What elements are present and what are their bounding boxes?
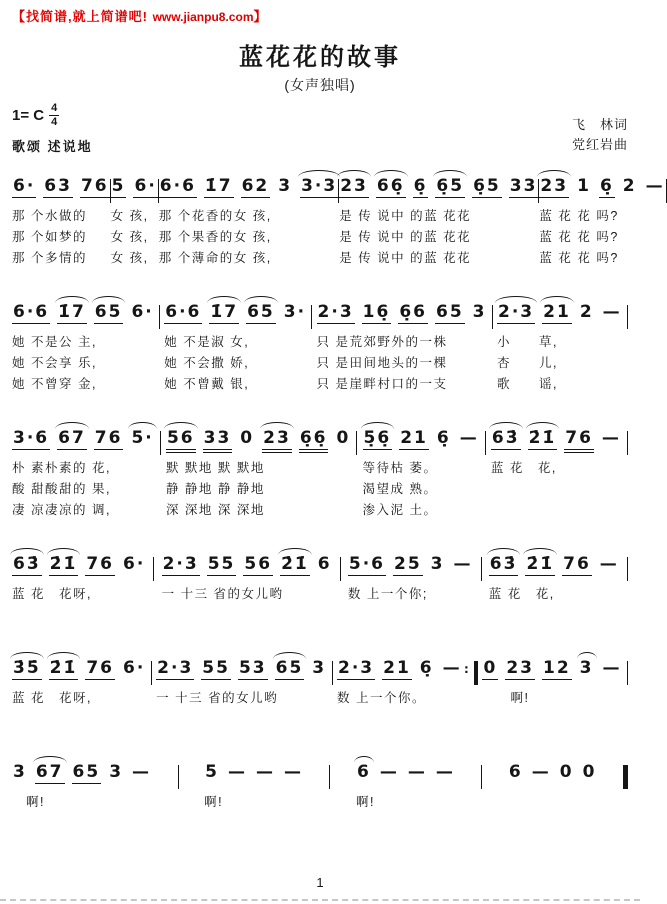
lyric-row: 女 孩,: [110, 230, 149, 244]
measure: [348, 547, 474, 603]
note-token: 1: [577, 176, 591, 196]
song-subtitle: (女声独唱): [284, 77, 356, 93]
note-token: 76: [563, 554, 591, 574]
note-token: 6·6: [165, 302, 202, 322]
barline: [159, 305, 160, 329]
lyric-row: 小 草,: [497, 335, 558, 349]
note-token: 21: [400, 428, 428, 448]
note-token: 56: [166, 430, 196, 453]
note-token: 62: [241, 176, 270, 196]
lyric-row: 杏 儿,: [497, 356, 558, 370]
note-token: 2: [622, 176, 637, 196]
key-and-tempo: [12, 103, 93, 155]
note-token: 5·6: [348, 554, 385, 574]
note-token: 2̇1̇: [526, 554, 555, 574]
barline: [492, 305, 493, 329]
measure: [164, 295, 307, 393]
note-token: 65: [436, 302, 464, 322]
note-token: 67: [35, 762, 64, 782]
note-token: —: [599, 554, 619, 574]
measure: [339, 169, 538, 267]
lyric-row: 默 默地 默 默地: [165, 461, 265, 475]
note-token: —: [255, 762, 275, 782]
note-token: —: [379, 762, 399, 782]
note-token: 5·: [131, 428, 154, 448]
note-token: 63̇: [13, 554, 41, 574]
measure: [111, 169, 158, 267]
note-token: 1̇7: [204, 176, 233, 196]
measure: [162, 547, 333, 603]
note-token: 3̇5̇: [13, 658, 41, 678]
note-token: 2̇1̇: [49, 658, 78, 678]
barline: [340, 557, 341, 581]
note-token: 6·: [131, 302, 154, 322]
lyric-row: 等待枯 萎。: [362, 461, 438, 475]
note-token: —: [132, 762, 152, 782]
barline: [332, 661, 333, 685]
music-line-1: [12, 169, 665, 267]
barline: [160, 431, 161, 455]
barline: [311, 305, 312, 329]
lyric-row: 朴 素朴素的 花,: [12, 461, 111, 475]
note-token: 3: [430, 554, 445, 574]
lyric-row: 数 上一个你。: [336, 691, 426, 705]
notes-row: [162, 547, 333, 582]
barline: [153, 557, 154, 581]
lyric-row: 凄 凉凄凉的 调,: [12, 503, 111, 517]
lyric-row: 那 个多情的: [12, 251, 87, 265]
note-token: 33: [509, 176, 538, 196]
page-number: 1: [316, 875, 324, 890]
lyricist-credit: 飞 林词: [571, 116, 628, 132]
lyric-row: 深 深地 深 深地: [165, 503, 265, 517]
score-sheet: [12, 169, 665, 811]
note-token: 0: [240, 428, 255, 448]
tempo-marking: 歌颂 述说地: [12, 139, 93, 154]
note-token: 0: [582, 762, 597, 782]
notes-row: [539, 169, 665, 204]
notes-row: [508, 755, 598, 790]
note-token: 2·3: [337, 658, 375, 678]
note-token: 6·6: [159, 176, 196, 196]
lyric-row: 是 传 说中 的蓝 花花: [339, 230, 472, 244]
note-token: —: [435, 762, 455, 782]
note-token: —: [645, 176, 665, 196]
lyric-row: 女 孩,: [110, 209, 149, 223]
note-token: 76: [94, 428, 123, 448]
lyric-row: 是 传 说中 的蓝 花花: [339, 251, 472, 265]
note-token: 16̣: [362, 302, 391, 322]
notes-row: [204, 755, 304, 790]
note-token: —: [531, 762, 551, 782]
note-token: 63̇: [489, 554, 518, 574]
lyric-row: 渗入泥 土。: [362, 503, 438, 517]
note-token: 3: [278, 176, 293, 196]
measure: [159, 169, 338, 267]
notes-row: [12, 421, 155, 456]
note-token: 2̇1̇: [49, 554, 78, 574]
banner-suffix: 】: [253, 9, 268, 24]
note-token: 3: [109, 762, 124, 782]
lyric-row: 只 是崖畔村口的一支: [316, 377, 448, 391]
lyric-row: 那 个如梦的: [12, 230, 87, 244]
bottom-dashed-rule: [0, 899, 640, 901]
lyric-row: 她 不是公 主,: [12, 335, 97, 349]
barline: [485, 431, 486, 455]
note-token: 6̣: [419, 658, 434, 678]
music-line-3: [12, 421, 628, 519]
note-token: 53: [238, 658, 267, 678]
lyric-row: 渴望成 熟。: [362, 482, 438, 496]
notes-row: [482, 651, 622, 686]
barline: [481, 557, 482, 581]
lyric-row: 蓝 花 花呀,: [12, 691, 92, 705]
note-token: 2̇1̇: [281, 554, 309, 574]
barline: [481, 765, 482, 789]
lyric-row: 那 个水做的: [12, 209, 87, 223]
note-token: 66̣: [376, 176, 405, 196]
note-token: 23: [540, 176, 569, 196]
lyric-row: 是 传 说中 的蓝 花花: [339, 209, 472, 223]
note-token: 2·3: [317, 302, 354, 322]
note-token: 65: [275, 658, 304, 678]
barline: [666, 179, 667, 203]
notes-row: [356, 755, 456, 790]
song-title: 蓝花花的故事: [239, 44, 401, 71]
note-token: 23: [506, 658, 534, 678]
note-token: —: [601, 428, 621, 448]
note-token: 0: [559, 762, 574, 782]
note-token: 2: [579, 302, 594, 322]
note-token: 3: [579, 658, 594, 678]
note-token: 1̇7: [210, 302, 239, 322]
lyric-row: 啊!: [356, 795, 375, 809]
music-line-2: [12, 295, 628, 393]
note-token: 6̣6: [399, 302, 427, 322]
lyric-row: 啊!: [482, 691, 530, 705]
notes-row: [12, 547, 146, 582]
note-token: 56: [244, 554, 273, 574]
measure: [12, 169, 110, 267]
note-token: —: [459, 428, 479, 448]
notes-row: [12, 755, 152, 790]
note-token: 5: [205, 762, 219, 782]
measure: [491, 421, 622, 485]
note-token: —: [602, 302, 622, 322]
measure: [166, 421, 351, 519]
lyric-row: 数 上一个你;: [347, 587, 428, 601]
notes-row: [363, 421, 480, 456]
measure: [489, 547, 620, 603]
note-token: 6·: [134, 176, 157, 196]
measure: [12, 755, 152, 811]
measure: [12, 651, 146, 707]
note-token: 23: [262, 430, 292, 453]
notes-row: [159, 169, 338, 204]
composer-credit: 党红岩曲: [571, 136, 628, 152]
note-token: 21: [543, 302, 571, 322]
notes-row: [339, 169, 538, 204]
lyric-row: 蓝 花 花呀,: [12, 587, 92, 601]
note-token: 6: [317, 554, 332, 574]
note-token: 6·: [13, 176, 36, 196]
note-token: 6̣6̣: [299, 430, 329, 453]
notes-row: [12, 651, 146, 686]
measure: [508, 755, 598, 794]
barline: [356, 431, 357, 455]
lyric-row: 只 是田间地头的一棵: [316, 356, 448, 370]
note-token: 3·3: [301, 176, 338, 196]
note-token: 65: [72, 762, 101, 782]
notes-row: [156, 651, 327, 686]
lyric-row: 歌 谣,: [497, 377, 558, 391]
barline: [151, 661, 152, 685]
lyric-row: 女 孩,: [110, 251, 149, 265]
lyric-row: 蓝 花 花 吗?: [539, 230, 619, 244]
lyric-row: 她 不是淑 女,: [164, 335, 250, 349]
notes-row: [12, 169, 110, 204]
note-token: —: [227, 762, 247, 782]
note-token: 3: [312, 658, 327, 678]
note-token: 63: [44, 176, 72, 196]
lyric-row: 她 不曾戴 银,: [164, 377, 250, 391]
note-token: 65: [94, 302, 123, 322]
note-token: —: [453, 554, 473, 574]
note-token: 2̇1̇: [528, 428, 557, 448]
note-token: —: [602, 658, 622, 678]
note-token: 12: [542, 658, 571, 678]
measure: [482, 651, 622, 707]
measure: [539, 169, 665, 267]
note-token: 5: [111, 176, 126, 196]
lyric-row: 蓝 花 花,: [490, 461, 557, 475]
note-token: 23: [340, 176, 368, 196]
lyric-row: 啊!: [204, 795, 224, 809]
lyric-row: 一 十三 省的女儿哟: [156, 691, 279, 705]
measure: [12, 421, 155, 519]
lyric-row: 酸 甜酸甜的 果,: [12, 482, 111, 496]
note-token: 6·: [123, 554, 146, 574]
notes-row: [111, 169, 158, 204]
note-token: 33: [203, 430, 233, 453]
notes-row: [348, 547, 474, 582]
note-token: 0: [483, 658, 498, 678]
measure: [497, 295, 623, 393]
note-token: 6̣: [436, 428, 451, 448]
banner-text: 【找简谱,就上简谱吧!: [12, 9, 148, 24]
notes-row: [166, 421, 351, 456]
note-token: 76: [86, 554, 115, 574]
measure: [363, 421, 480, 519]
music-line-4: [12, 547, 628, 603]
notes-row: [12, 295, 155, 330]
notes-row: [164, 295, 307, 330]
lyric-row: 她 不曾穿 金,: [12, 377, 97, 391]
music-line-6: [12, 755, 628, 811]
note-token: 5̣6̣: [363, 428, 392, 448]
key-signature: 1= C $\frac{4}{4}$: [12, 102, 58, 128]
barline: [627, 557, 628, 581]
barline: [627, 305, 628, 329]
measure: [337, 651, 463, 707]
note-token: 65: [247, 302, 275, 322]
measure: [12, 295, 155, 393]
note-token: 21: [383, 658, 411, 678]
note-token: 6̣: [599, 176, 614, 196]
lyric-row: 只 是荒郊野外的一株: [316, 335, 448, 349]
note-token: 6·: [123, 658, 146, 678]
score-meta: [12, 103, 628, 155]
lyric-row: 蓝 花 花 吗?: [539, 209, 619, 223]
lyric-row: 一 十三 省的女儿哟: [161, 587, 284, 601]
note-token: 2·3: [498, 302, 535, 322]
barline: [627, 661, 628, 685]
barline: [623, 765, 628, 789]
music-line-5: [12, 651, 628, 707]
banner-site-link[interactable]: www.jianpu8.com: [152, 10, 254, 24]
note-token: 6: [508, 762, 523, 782]
barline: [627, 431, 628, 455]
barline: [178, 765, 179, 789]
notes-row: [489, 547, 620, 582]
note-token: 63̇: [491, 428, 520, 448]
note-token: 0: [336, 428, 351, 448]
note-token: 55: [202, 658, 230, 678]
lyric-row: 静 静地 静 静地: [165, 482, 265, 496]
lyric-row: 那 个花香的女 孩,: [158, 209, 272, 223]
barline: [467, 661, 478, 685]
note-token: 55: [207, 554, 236, 574]
measure: [317, 295, 488, 393]
note-token: 25: [393, 554, 422, 574]
lyric-row: 那 个薄命的女 孩,: [158, 251, 272, 265]
note-token: 1̇7: [58, 302, 86, 322]
note-token: 76: [80, 176, 109, 196]
note-token: 6·6: [13, 302, 50, 322]
note-token: 6̣5: [436, 176, 465, 196]
note-token: 2·3: [162, 554, 199, 574]
lyric-row: 她 不会享 乐,: [12, 356, 97, 370]
note-token: 6: [357, 762, 371, 782]
note-token: 3·6: [13, 428, 50, 448]
measure: [156, 651, 327, 707]
barline: [329, 765, 330, 789]
notes-row: [337, 651, 463, 686]
lyric-row: 她 不会撒 娇,: [164, 356, 250, 370]
note-token: 3·: [283, 302, 307, 322]
lyric-row: 蓝 花 花 吗?: [539, 251, 619, 265]
measure: [356, 755, 456, 811]
lyric-row: 蓝 花 花,: [488, 587, 555, 601]
notes-row: [317, 295, 488, 330]
lyric-row: 啊!: [12, 795, 45, 809]
measure: [12, 547, 146, 603]
measure: [204, 755, 304, 811]
note-token: —: [283, 762, 303, 782]
notes-row: [497, 295, 623, 330]
note-token: 76: [86, 658, 115, 678]
note-token: 2·3: [157, 658, 194, 678]
note-token: 3: [13, 762, 27, 782]
lyric-row: 那 个果香的女 孩,: [158, 230, 272, 244]
note-token: —: [407, 762, 427, 782]
note-token: 67: [58, 428, 86, 448]
note-token: 6̣5: [473, 176, 501, 196]
notes-row: [491, 421, 622, 456]
note-token: 76: [564, 430, 594, 453]
note-token: 3: [472, 302, 487, 322]
note-token: —: [442, 658, 462, 678]
note-token: 6̣: [413, 176, 428, 196]
site-banner: [12, 6, 628, 25]
credits: [572, 115, 628, 155]
time-signature: $\frac{4}{4}$: [51, 102, 58, 128]
